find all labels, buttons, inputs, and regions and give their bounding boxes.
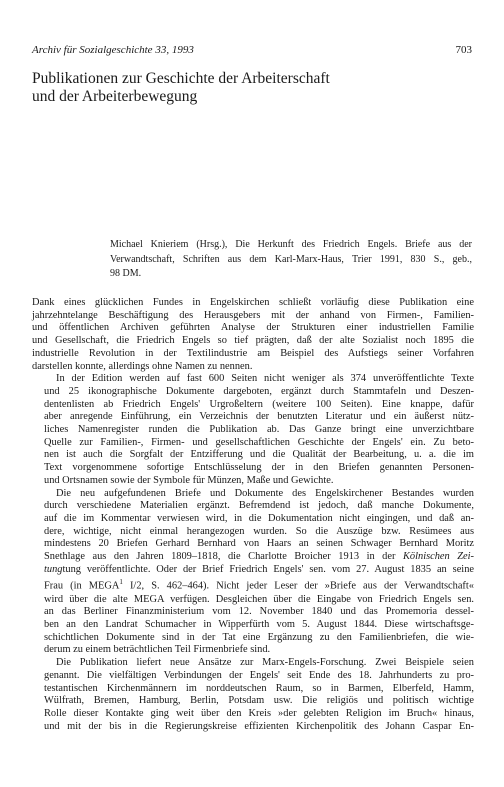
text-line: Text vorgenommene sofortige Entschlüsselung der in den Briefen genannten Personen- xyxy=(44,462,474,474)
section-title xyxy=(32,70,472,106)
paragraph-1 xyxy=(32,297,474,373)
text-line: auf die im Kommentar verwiesen wird, in die Dokumentation nicht eingingen, und daß an- xyxy=(44,512,474,524)
text-line: testantischen Kirchenmännern im norddeutschen Raum, so in Barmen, Elberfeld, Hamm, xyxy=(44,682,474,694)
text-line: genannt. Die vielfältigen Verbindungen der Engels' seit Ende des 18. Jahrhunderts zu pro- xyxy=(44,669,474,681)
text-line: dere, wichtige, nicht einmal herangezogen wurden. So die Auszüge bzw. Resümees aus xyxy=(44,525,474,537)
text-line: nen ist auch die Sorgfalt der Entzifferung und die Qualität der Bearbeitung, u. a. die im xyxy=(44,449,474,461)
text-line: an das Berliner Finanzministerium vom 12. November 1840 und das Promemoria dessel- xyxy=(44,606,474,618)
text-line: durch verschiedene Materialien ergänzt. Befremdend ist jedoch, daß manche Dokumente, xyxy=(44,500,474,512)
newspaper-title: Kölnischen Zei- xyxy=(402,551,475,563)
section-title-line-1: Publikationen zur Geschichte der Arbeiterschaft xyxy=(32,70,330,87)
text-line: derum zu einem beträchtlichen Teil Firmenbriefe sind. xyxy=(44,644,271,656)
text-line: und mit der bis in die Regierungskreise effizienten Kirchenpolitik des Johann Caspar En- xyxy=(44,720,474,732)
text-line: Wülfrath, Bremen, Hamburg, Berlin, Potsdam usw. Die religiös und politisch wichtige xyxy=(44,695,474,707)
text-line: dentenlisten ab Friedrich Engels' Urgroßeltern (weitere 100 Seiten). Eine knappe, dafür xyxy=(44,398,474,410)
review-citation xyxy=(110,238,472,282)
citation-line: Verwandtschaft, Schriften aus dem Karl-Marx-Haus, Trier 1991, 830 S., geb., xyxy=(110,253,472,265)
paragraph-2 xyxy=(32,373,474,487)
text-line: Dank eines glücklichen Fundes in Engelskirchen schließt vorläufig diese Publikation eine xyxy=(32,297,474,308)
text-line: und Ortsnamen sowie der Symbole für Münzen, Maße und Gewichte. xyxy=(44,474,334,486)
text-line xyxy=(32,551,474,564)
citation-line: Michael Knieriem (Hrsg.), Die Herkunft des Friedrich Engels. Briefe aus der xyxy=(110,239,472,250)
newspaper-title-cont: tung xyxy=(44,563,63,575)
text-line: darstellen konnte, allerdings ohne Namen zu nennen. xyxy=(32,360,253,372)
text-line xyxy=(32,576,474,593)
text-line: Die Publikation liefert neue Ansätze zur Marx-Engels-Forschung. Zwei Beispiele seien xyxy=(56,657,474,669)
text-fragment: Snethlage aus den Jahren 1809–1818, die Charlotte Broicher 1913 in der xyxy=(44,551,403,563)
text-line: liches Namenregister runden die Publikation ab. Das Ganze bringt eine unverzichtbare xyxy=(44,424,474,436)
text-line: und öffentlichen Archiven geführten Analyse der Strukturen einer industriellen Familie xyxy=(32,322,474,334)
citation-line: 98 DM. xyxy=(110,268,142,279)
text-fragment: I/2, S. 462–464). Nicht jeder Leser der »Briefe aus der Verwandtschaft« xyxy=(122,580,474,592)
text-fragment: tung veröffentlichte. Oder der Brief Friedrich Engels' sen. vom 27. August 1835 an seine xyxy=(62,563,474,575)
text-line: mindestens 20 Briefen Gerhard Bernhard von Haars an seinen Schwager Bernhard Moritz xyxy=(44,538,474,550)
text-fragment: Frau (in MEGA xyxy=(44,580,120,592)
text-line xyxy=(32,564,474,577)
text-line: ben an den Landrat Schumacher in Wipperfürth vom 5. August 1844. Diese wirtschaftsge- xyxy=(44,619,474,631)
review-body xyxy=(32,297,474,733)
text-line: aber anregende Einführung, ein Verzeichnis der benutzten Literatur und ein äußerst nütz- xyxy=(44,411,474,423)
text-line: und Gesellschaft, die Friedrich Engels so tief prägten, daß der alte Sozialist noch 1895 die xyxy=(32,335,474,347)
page-number: 703 xyxy=(455,44,472,56)
text-line: Quelle zur Familien-, Firmen- und gesellschaftlichen Geschichte der Engels' ein. Zu beto- xyxy=(44,436,474,448)
section-title-line-2: und der Arbeiterbewegung xyxy=(32,88,198,105)
running-head xyxy=(32,44,472,56)
text-line: Rolle dieser Kontakte ging weit über den Kreis »der gelebten Religion im Bruch« hinaus, xyxy=(44,707,474,719)
paragraph-3 xyxy=(32,488,474,658)
text-line: In der Edition werden auf fast 600 Seiten nicht weniger als 374 unveröffentlichte Texte xyxy=(56,373,474,385)
text-line: jahrzehntelange Beschäftigung des Herausgebers mit der anhand von Firmen-, Familien- xyxy=(32,309,474,321)
text-line: wird über die alte MEGA verfügen. Desgleichen über die Eingabe von Friedrich Engels sen. xyxy=(44,593,474,605)
text-line: schichtlichen Dokumente sind in der Tat eine Ergänzung zu den Familienbriefen, die wie- xyxy=(44,631,474,643)
paragraph-4 xyxy=(32,657,474,733)
journal-citation: Archiv für Sozialgeschichte 33, 1993 xyxy=(32,44,194,56)
text-line: Die neu aufgefundenen Briefe und Dokumente des Engelskirchener Bestandes wurden xyxy=(56,487,474,499)
text-line: und 25 ikonographische Dokumente dargeboten, ergänzt durch Stammtafeln und Deszen- xyxy=(44,385,474,397)
text-line: industrielle Revolution in der Textilindustrie am Beispiel des Aufstiegs seiner Vorfahren xyxy=(32,347,474,359)
footnote-superscript: 1 xyxy=(119,578,123,587)
